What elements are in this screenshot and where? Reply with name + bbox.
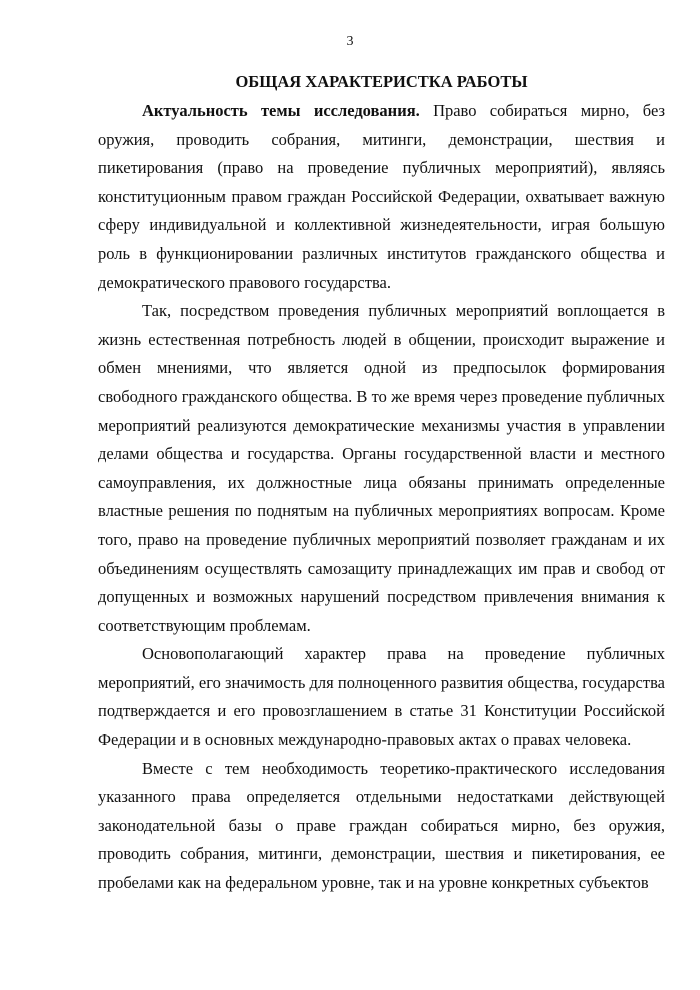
paragraph-text: Право собираться мирно, без оружия, проводить собрания, митинги, демонстрации, шествия и пикетирования (право на проведение публичных мероприятий), являясь конституционным правом граждан Российской Федерации, охватывает важную сферу индивидуальной и коллективной жизнедеятельности, играя большую роль в функционировании различных институтов гражданского общества и демократического правового государства.	[98, 101, 665, 292]
paragraph-necessity	[98, 755, 665, 898]
paragraph-text: Так, посредством проведения публичных мероприятий воплощается в жизнь естественная потребность людей в общении, происходит выражение и обмен мнениями, что является одной из предпосылок формирования свободного гражданского общества. В то же время через проведение публичных мероприятий реализуются демократические механизмы участия в управлении делами общества и государства. Органы государственной власти и местного самоуправления, их должностные лица обязаны принимать определенные властные решения по поднятым на публичных мероприятиях вопросам. Кроме того, право на проведение публичных мероприятий позволяет гражданам и их объединениям осуществлять самозащиту принадлежащих им прав и свобод от допущенных и возможных нарушений посредством привлечения внимания к соответствующим проблемам.	[98, 301, 665, 635]
section-heading: ОБЩАЯ ХАРАКТЕРИСТКА РАБОТЫ	[235, 72, 528, 91]
paragraph-public-events	[98, 297, 665, 640]
paragraph-lead-in: Актуальность темы исследования.	[142, 101, 420, 120]
page-number: 3	[346, 34, 354, 49]
paragraph-constitution	[98, 640, 665, 754]
document-body	[98, 68, 665, 898]
paragraph-relevance	[98, 97, 665, 297]
paragraph-text: Основополагающий характер права на проведение публичных мероприятий, его значимость для полноценного развития общества, государства подтверждается и его провозглашением в статье 31 Конституции Российской Федерации и в основных международно-правовых актах о правах человека.	[98, 644, 665, 750]
paragraph-text: Вместе с тем необходимость теоретико-практического исследования указанного права определяется отдельными недостатками действующей законодательной базы о праве граждан собираться мирно, без оружия, проводить собрания, митинги, демонстрации, шествия и пикетирования, ее пробелами как на федеральном уровне, так и на уровне конкретных субъектов	[98, 758, 665, 893]
